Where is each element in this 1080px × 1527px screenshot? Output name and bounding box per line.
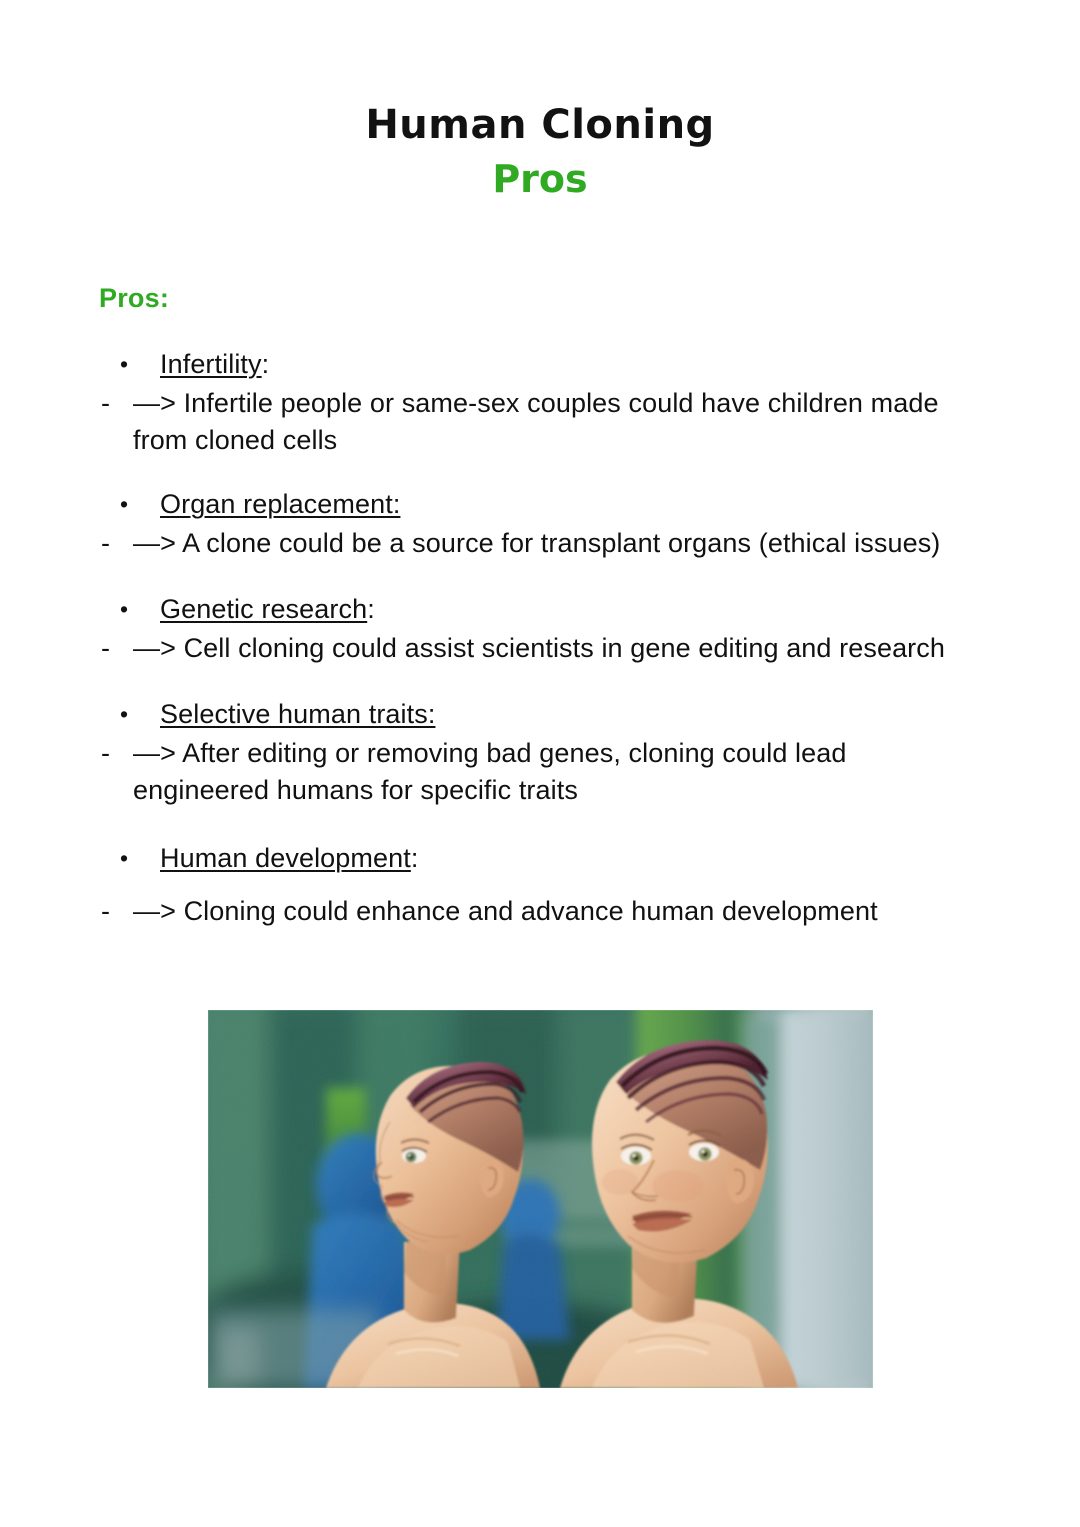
dash-marker: - [101,896,111,926]
entry-detail-text: —> Infertile people or same-sex couples could have children made from cloned cells [133,388,939,455]
page-subtitle: Pros [492,157,588,202]
list-item [0,345,1080,459]
entry-detail-text: —> Cloning could enhance and advance human development [133,896,878,926]
entry-detail-text: —> A clone could be a source for transplant organs (ethical issues) [133,528,941,558]
entry-heading-row [0,485,1080,523]
entry-detail-row [0,893,1080,930]
bullet-icon: • [120,491,129,517]
entry-heading-row [0,345,1080,383]
entry-detail-row [0,525,1080,562]
entry-detail-text: —> Cell cloning could assist scientists in gene editing and research [133,633,945,663]
entry-detail-text: —> After editing or removing bad genes, cloning could lead engineered humans for specific traits [133,738,847,805]
title-block [0,104,1080,201]
entry-heading [160,843,418,873]
dash-marker: - [101,738,111,768]
entry-heading-colon: : [410,843,419,873]
entry-heading: Selective human traits: [160,699,436,729]
entry-detail-row [0,630,1080,667]
entry-heading-row [0,839,1080,877]
human-clones-photo [208,1010,873,1388]
entry-heading-underlined: Genetic research [160,594,368,624]
entry-detail-row [0,735,1080,809]
clones-illustration [208,1010,873,1388]
list-item [0,485,1080,562]
dash-marker: - [101,528,111,558]
entry-heading-underlined: Infertility [160,349,262,379]
list-item [0,839,1080,930]
bullet-icon: • [120,701,129,727]
entry-heading-row [0,695,1080,733]
dash-marker: - [101,633,111,663]
entry-heading [160,594,375,624]
list-item [0,590,1080,667]
entry-heading-colon: : [261,349,270,379]
pros-list [0,345,1080,954]
entry-detail-row [0,385,1080,459]
bullet-icon: • [120,351,129,377]
entry-heading [160,349,269,379]
entry-heading-underlined: Human development [160,843,411,873]
page-title: Human Cloning [365,102,715,148]
bullet-icon: • [120,596,129,622]
bullet-icon: • [120,845,129,871]
dash-marker: - [101,388,111,418]
entry-heading-row [0,590,1080,628]
entry-heading-colon: : [367,594,375,624]
entry-heading: Organ replacement: [160,489,401,519]
list-item [0,695,1080,809]
section-label-pros: Pros: [99,283,170,313]
